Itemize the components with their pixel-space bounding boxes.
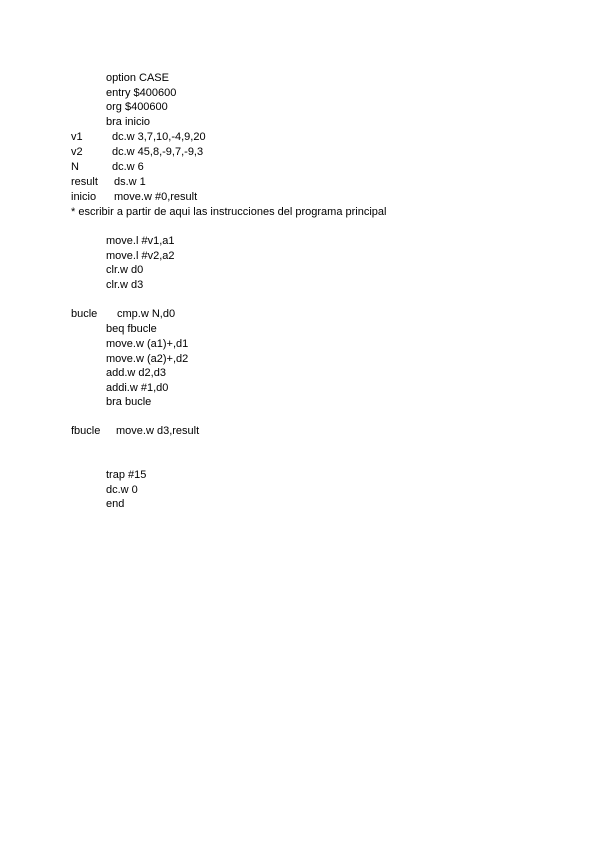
code-line: [0, 337, 189, 351]
label-bucle: bucle: [71, 308, 98, 320]
instruction-move-d2: move.w (a2)+,d2: [106, 353, 189, 365]
code-line: [0, 322, 157, 336]
directive-end: end: [106, 498, 125, 510]
code-line: [0, 278, 144, 292]
directive-dc-w0: dc.w 0: [106, 484, 138, 496]
instruction-move-d1: move.w (a1)+,d1: [106, 338, 189, 350]
label-v2: v2: [71, 146, 83, 158]
code-line: [0, 130, 206, 144]
code-line: [0, 468, 147, 482]
code-line: [0, 395, 152, 409]
label-inicio: inicio: [71, 191, 97, 203]
code-line: [0, 100, 168, 114]
code-line: [0, 381, 169, 395]
instruction-beq: beq fbucle: [106, 323, 157, 335]
instruction-bra-bucle: bra bucle: [106, 396, 152, 408]
code-line: [0, 234, 175, 248]
code-line: [0, 263, 144, 277]
code-line: [0, 307, 176, 321]
code-line: [0, 115, 151, 129]
code-line: [0, 175, 146, 189]
instruction-move-a2: move.l #v2,a2: [106, 250, 175, 262]
instruction-n: dc.w 6: [112, 161, 144, 173]
instruction-bucle: cmp.w N,d0: [117, 308, 176, 320]
label-n: N: [71, 161, 79, 173]
instruction-inicio: move.w #0,result: [114, 191, 198, 203]
instruction-fbucle: move.w d3,result: [116, 425, 200, 437]
instruction-add: add.w d2,d3: [106, 367, 166, 379]
code-line: [0, 249, 175, 263]
code-line: [0, 160, 144, 174]
code-line: [0, 145, 204, 159]
instruction-trap: trap #15: [106, 469, 147, 481]
code-line: [0, 205, 387, 219]
code-line: [0, 86, 177, 100]
directive-entry: entry $400600: [106, 87, 177, 99]
label-v1: v1: [71, 131, 83, 143]
code-comment: * escribir a partir de aqui las instrucciones del programa principal: [71, 206, 387, 218]
label-fbucle: fbucle: [71, 425, 101, 437]
code-line: [0, 424, 200, 438]
code-line: [0, 483, 138, 497]
instruction-move-a1: move.l #v1,a1: [106, 235, 175, 247]
instruction-v2: dc.w 45,8,-9,7,-9,3: [112, 146, 204, 158]
directive-option-case: option CASE: [106, 72, 169, 84]
code-line: [0, 497, 125, 511]
instruction-clr-d3: clr.w d3: [106, 279, 144, 291]
instruction-clr-d0: clr.w d0: [106, 264, 144, 276]
code-line: [0, 71, 169, 85]
instruction-result: ds.w 1: [114, 176, 146, 188]
directive-org: org $400600: [106, 101, 168, 113]
code-line: [0, 352, 189, 366]
instruction-bra-inicio: bra inicio: [106, 116, 151, 128]
instruction-addi: addi.w #1,d0: [106, 382, 169, 394]
code-line: [0, 366, 166, 380]
instruction-v1: dc.w 3,7,10,-4,9,20: [112, 131, 206, 143]
code-line: [0, 190, 198, 204]
label-result: result: [71, 176, 98, 188]
